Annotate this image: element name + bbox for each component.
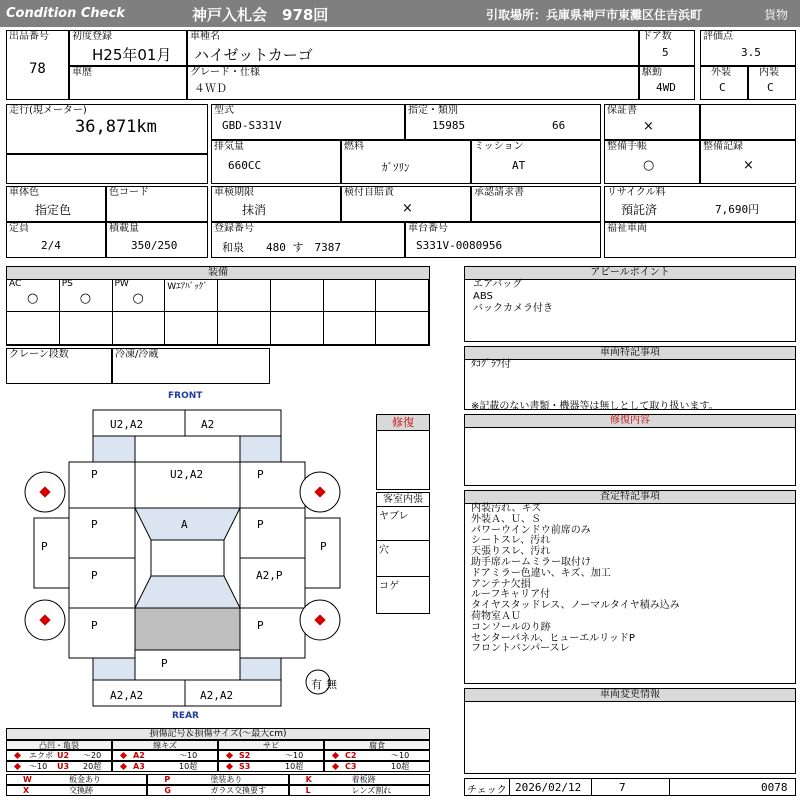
rear-label: REAR xyxy=(172,711,199,721)
assessment-item: フロントバンパースレ xyxy=(471,643,570,655)
legend-text: エクボ xyxy=(29,751,53,760)
doors: 5 xyxy=(662,46,669,59)
equipment-mark: ○ xyxy=(132,291,144,306)
fridge-cell: 冷凍/冷蔵 xyxy=(112,348,270,384)
equipment-slot xyxy=(271,312,324,345)
exterior-cell: 外装 C xyxy=(700,66,748,100)
legend-cell xyxy=(218,750,324,761)
spare-tire-no: 無 xyxy=(326,678,337,691)
left-side-mark: P xyxy=(41,540,48,553)
model-type-cell: 型式 GBD-S331V xyxy=(211,104,405,140)
fuel-cell: 燃料 ｶﾞｿﾘﾝ xyxy=(341,140,471,184)
history-cell: 車歴 xyxy=(69,66,187,100)
legend-group-label: 線キズ xyxy=(112,740,218,750)
appeal-item: ABS xyxy=(473,291,493,302)
legend-code: C2 xyxy=(345,751,357,760)
rear-left-bumper-mark: A2,A2 xyxy=(110,689,144,702)
check-label: チェック xyxy=(467,785,507,796)
damage-diamond-icon xyxy=(14,752,21,759)
damage-diamond-icon xyxy=(226,752,233,759)
legend-size: 10超 xyxy=(391,762,410,771)
right-front-door-mark: P xyxy=(257,518,264,531)
model-type: GBD-S331V xyxy=(222,119,282,132)
legend-cell xyxy=(6,761,112,772)
mileage-cell: 走行(現メーター) 36,871km xyxy=(6,104,208,154)
assessment-item: 内装汚れ、キズ xyxy=(471,503,542,514)
capacity: 2/4 xyxy=(41,239,61,252)
interior-hole: 穴 xyxy=(377,541,429,577)
mission: AT xyxy=(512,159,526,172)
equipment-slot xyxy=(165,279,218,312)
maintenance-record: × xyxy=(743,158,754,173)
fuel: ｶﾞｿﾘﾝ xyxy=(382,161,410,174)
legend-size: 10超 xyxy=(285,762,304,771)
mission-cell: ミッション AT xyxy=(471,140,601,184)
rear-right-bumper-mark: A2,A2 xyxy=(200,689,234,702)
interior-cell: 内装 C xyxy=(748,66,796,100)
special-notes-disclaimer: ※記載のない書類・機器等は無しとして取り扱います。 xyxy=(471,401,719,412)
special-notes-list xyxy=(471,359,511,371)
legend-cell xyxy=(324,761,430,772)
equipment-slot xyxy=(113,312,166,345)
hood-mark: U2,A2 xyxy=(170,468,204,481)
assessment-item: ドアミラー色違い、キズ、加工 xyxy=(471,567,611,579)
spec-class: 66 xyxy=(552,119,566,132)
inspection-expiry: 抹消 xyxy=(242,203,267,217)
check-row xyxy=(464,778,796,796)
appeal-item: バックカメラ付き xyxy=(473,303,553,314)
legend-code: U2 xyxy=(57,751,70,760)
crane-cell: クレーン段数 xyxy=(6,348,112,384)
assessment-item: コンソールのり跡 xyxy=(471,621,551,633)
spec-number: 15985 xyxy=(432,119,466,132)
equipment-name: AC xyxy=(9,279,22,289)
mark-legend-cell xyxy=(289,785,430,796)
right-quarter-mark: P xyxy=(257,619,264,632)
equipment-slot xyxy=(113,279,166,312)
assessment-panel xyxy=(464,490,796,684)
equipment-name: PS xyxy=(61,279,73,289)
load-capacity: 350/250 xyxy=(131,239,178,252)
special-notes-title: 車両特記事項 xyxy=(465,347,795,360)
appeal-panel xyxy=(464,266,796,342)
legend-code: A3 xyxy=(133,762,145,771)
spare-tire-yes: 有 xyxy=(311,678,322,691)
legend-cell xyxy=(112,761,218,772)
grade-cell: グレード・仕様 ４ＷＤ xyxy=(187,66,639,100)
mark-code: G xyxy=(164,786,171,795)
left-quarter-mark: P xyxy=(91,619,98,632)
doors-cell: ドア数 5 xyxy=(639,30,695,66)
equipment-slot xyxy=(165,312,218,345)
appeal-item: エアバッグ xyxy=(473,279,523,290)
mileage: 36,871km xyxy=(75,117,157,137)
equipment-slot xyxy=(376,312,429,345)
legend-size: 〜20 xyxy=(83,751,102,760)
front-label: FRONT xyxy=(168,391,203,401)
car-diagram xyxy=(0,400,380,710)
mark-legend-cell xyxy=(147,774,288,785)
displacement-cell: 排気量 660CC xyxy=(211,140,341,184)
self-liability-cell: 検付自賠責 × xyxy=(341,186,471,222)
mark-legend-cell xyxy=(6,785,147,796)
damage-diamond-icon xyxy=(226,763,233,770)
first-registration: H25年01月 xyxy=(92,46,172,64)
mark-code: L xyxy=(305,786,311,795)
legend-code: C3 xyxy=(345,762,357,771)
assessment-item: シートスレ、汚れ xyxy=(471,535,551,547)
equipment-slot xyxy=(376,279,429,312)
assessment-item: 外装Ａ、Ｕ、Ｓ xyxy=(471,513,541,525)
legend-size: 20超 xyxy=(83,762,102,771)
mark-text: 板金あり xyxy=(69,775,101,784)
right-rear-door-mark: A2,P xyxy=(256,569,283,582)
check-code: 0078 xyxy=(761,781,788,794)
mark-legend-cell xyxy=(147,785,288,796)
damage-diamond-icon xyxy=(120,763,127,770)
equipment-slot xyxy=(60,279,113,312)
right-side-mark: P xyxy=(320,540,327,553)
left-rear-door-mark: P xyxy=(91,569,98,582)
front-left-bumper-mark: U2,A2 xyxy=(110,418,144,431)
capacity-cell: 定員 2/4 xyxy=(6,222,106,258)
mark-text: レンズ割れ xyxy=(351,786,392,795)
equipment-slot xyxy=(218,279,271,312)
legend-cell xyxy=(6,750,112,761)
model-name-cell: 車種名 ハイゼットカーゴ xyxy=(187,30,639,66)
exterior-grade: C xyxy=(719,81,726,94)
equipment-slot xyxy=(7,312,60,345)
equipment-panel xyxy=(6,266,430,346)
assessment-item: 天張りスレ、汚れ xyxy=(471,546,551,558)
tailgate-mark: P xyxy=(161,657,168,670)
legend-group-label: 腐食 xyxy=(324,740,430,750)
title-bar xyxy=(0,0,800,27)
legend-size: 〜10 xyxy=(285,751,304,760)
mark-code: W xyxy=(23,775,32,784)
assessment-list xyxy=(471,504,680,655)
equipment-grid xyxy=(7,279,429,345)
score: 3.5 xyxy=(741,46,761,59)
check-inspector: 7 xyxy=(619,781,626,794)
equipment-slot xyxy=(7,279,60,312)
self-liability: × xyxy=(402,201,413,216)
assessment-item: 荷物室ＡＵ xyxy=(471,610,521,622)
legend-cell xyxy=(324,750,430,761)
recycle-cell: リサイクル料 預託済 7,690円 xyxy=(604,186,796,222)
drive-cell: 駆動 4WD xyxy=(639,66,695,100)
appeal-list xyxy=(473,279,553,315)
approval-cell: 承認請求書 xyxy=(471,186,601,222)
mark-code: P xyxy=(164,775,171,784)
mark-code: K xyxy=(305,775,312,784)
body-color-cell: 車体色 指定色 xyxy=(6,186,106,222)
assessment-title: 査定特記事項 xyxy=(465,491,795,504)
recycle-status: 預託済 xyxy=(621,203,658,217)
equipment-slot xyxy=(60,312,113,345)
assessment-item: 助手席ルームミラー取付け xyxy=(471,556,591,568)
repair-title: 修復内容 xyxy=(465,415,795,428)
app-title: Condition Check xyxy=(6,6,125,21)
check-date: 2026/02/12 xyxy=(515,781,582,794)
maintenance-record-cell: 整備記録 × xyxy=(700,140,796,184)
legend-text: 〜10 xyxy=(29,762,48,771)
legend-code: A2 xyxy=(133,751,145,760)
legend-group-label: 凸凹・亀裂 xyxy=(6,740,112,750)
chassis-number: S331V-0080956 xyxy=(416,239,503,252)
registration-number: 和泉 480 す 7387 xyxy=(222,241,341,254)
legend-size: 〜10 xyxy=(391,751,410,760)
equipment-slot xyxy=(271,279,324,312)
warranty: × xyxy=(643,119,654,134)
assessment-item: アンテナ欠損 xyxy=(471,578,531,590)
interior-lining-title: 客室内張 xyxy=(377,493,429,507)
right-fender-mark: P xyxy=(257,468,264,481)
mark-code: X xyxy=(23,786,30,795)
change-title: 車両変更情報 xyxy=(465,689,795,702)
repair-panel xyxy=(464,414,796,486)
left-front-door-mark: P xyxy=(91,518,98,531)
equipment-name: PW xyxy=(114,279,129,289)
model-name: ハイゼットカーゴ xyxy=(194,46,313,64)
front-right-bumper-mark: A2 xyxy=(201,418,215,431)
legend-cell xyxy=(112,750,218,761)
repair-mark-legend xyxy=(6,774,430,796)
chassis-cell: 車台番号 S331V-0080956 xyxy=(405,222,601,258)
mark-text: 交換跡 xyxy=(69,786,93,795)
grade: ４ＷＤ xyxy=(194,82,227,95)
appeal-title: アピールポイント xyxy=(465,267,795,280)
damage-diamond-icon xyxy=(120,752,127,759)
windshield-mark: A xyxy=(181,518,188,531)
drive: 4WD xyxy=(656,81,676,94)
equipment-slot xyxy=(324,279,377,312)
legend-size: 〜10 xyxy=(179,751,198,760)
special-notes-panel xyxy=(464,346,796,410)
mark-legend-cell xyxy=(289,774,430,785)
assessment-item: ルーフキャリア付 xyxy=(471,589,551,601)
equipment-name: Wｴｱﾊﾞｯｸﾞ xyxy=(167,282,208,292)
lot-number: 78 xyxy=(29,61,46,77)
equipment-mark: ○ xyxy=(79,291,92,306)
mark-legend-cell xyxy=(6,774,147,785)
maintenance-book: ○ xyxy=(643,158,655,173)
score-cell: 評価点 3.5 xyxy=(700,30,796,66)
legend-code: S3 xyxy=(239,762,251,771)
interior-tear: ヤブレ xyxy=(377,507,429,541)
interior-lining-box xyxy=(376,492,430,614)
assessment-item: タイヤスタッドレス、ノーマルタイヤ積み込み xyxy=(471,600,680,612)
warranty-blank xyxy=(700,104,796,140)
inspection-cell: 車検期限 抹消 xyxy=(211,186,341,222)
color-code-cell: 色コード xyxy=(106,186,208,222)
assessment-item: センターパネル、ヒューエルリッドP xyxy=(471,632,635,644)
mark-text: 着板跡 xyxy=(351,775,376,784)
legend-size: 10超 xyxy=(179,762,198,771)
welfare-cell: 福祉車両 xyxy=(604,222,796,258)
legend-code: U3 xyxy=(57,762,70,771)
left-fender-mark: P xyxy=(91,468,98,481)
repair-mark-box xyxy=(376,414,430,490)
mark-text: ガラス交換要す xyxy=(210,786,267,795)
legend-code: S2 xyxy=(239,751,251,760)
special-note-item: ﾀｺｸﾞﾗﾌ付 xyxy=(471,359,511,370)
load-cell: 積載量 350/250 xyxy=(106,222,208,258)
pickup-location: 引取場所：兵庫県神戸市東灘区住吉浜町 xyxy=(486,8,703,22)
change-panel xyxy=(464,688,796,774)
legend-title: 損傷記号＆損傷サイズ(〜最大cm) xyxy=(6,728,430,740)
auction-title: 神戸入札会 978回 xyxy=(192,6,329,24)
damage-legend xyxy=(6,740,430,772)
lot-number-cell: 出品番号 78 xyxy=(6,30,69,100)
interior-burn: コゲ xyxy=(379,581,399,592)
warranty-cell: 保証書 × xyxy=(604,104,700,140)
body-color: 指定色 xyxy=(35,203,72,217)
damage-diamond-icon xyxy=(14,763,21,770)
equipment-slot xyxy=(218,312,271,345)
damage-diamond-icon xyxy=(332,752,339,759)
legend-group-label: サビ xyxy=(218,740,324,750)
damage-diamond-icon xyxy=(332,763,339,770)
mileage-blank xyxy=(6,154,208,184)
repair-mark-label: 修復 xyxy=(377,415,429,431)
mark-text: 塗装あり xyxy=(210,775,243,784)
displacement: 660CC xyxy=(228,159,262,172)
vehicle-category: 貨物 xyxy=(764,8,789,22)
equipment-mark: ○ xyxy=(27,291,39,306)
assessment-item: パワーウインドウ前席のみ xyxy=(471,524,591,536)
registration-cell: 登録番号 和泉 480 す 7387 xyxy=(211,222,405,258)
equipment-title: 装備 xyxy=(7,267,429,280)
maintenance-book-cell: 整備手帳 ○ xyxy=(604,140,700,184)
interior-grade: C xyxy=(767,81,774,94)
recycle-fee: 7,690円 xyxy=(715,203,760,216)
legend-cell xyxy=(218,761,324,772)
first-registration-cell: 初度登録 H25年01月 xyxy=(69,30,187,66)
equipment-slot xyxy=(324,312,377,345)
spec-cell: 指定・類別 15985 66 xyxy=(405,104,601,140)
